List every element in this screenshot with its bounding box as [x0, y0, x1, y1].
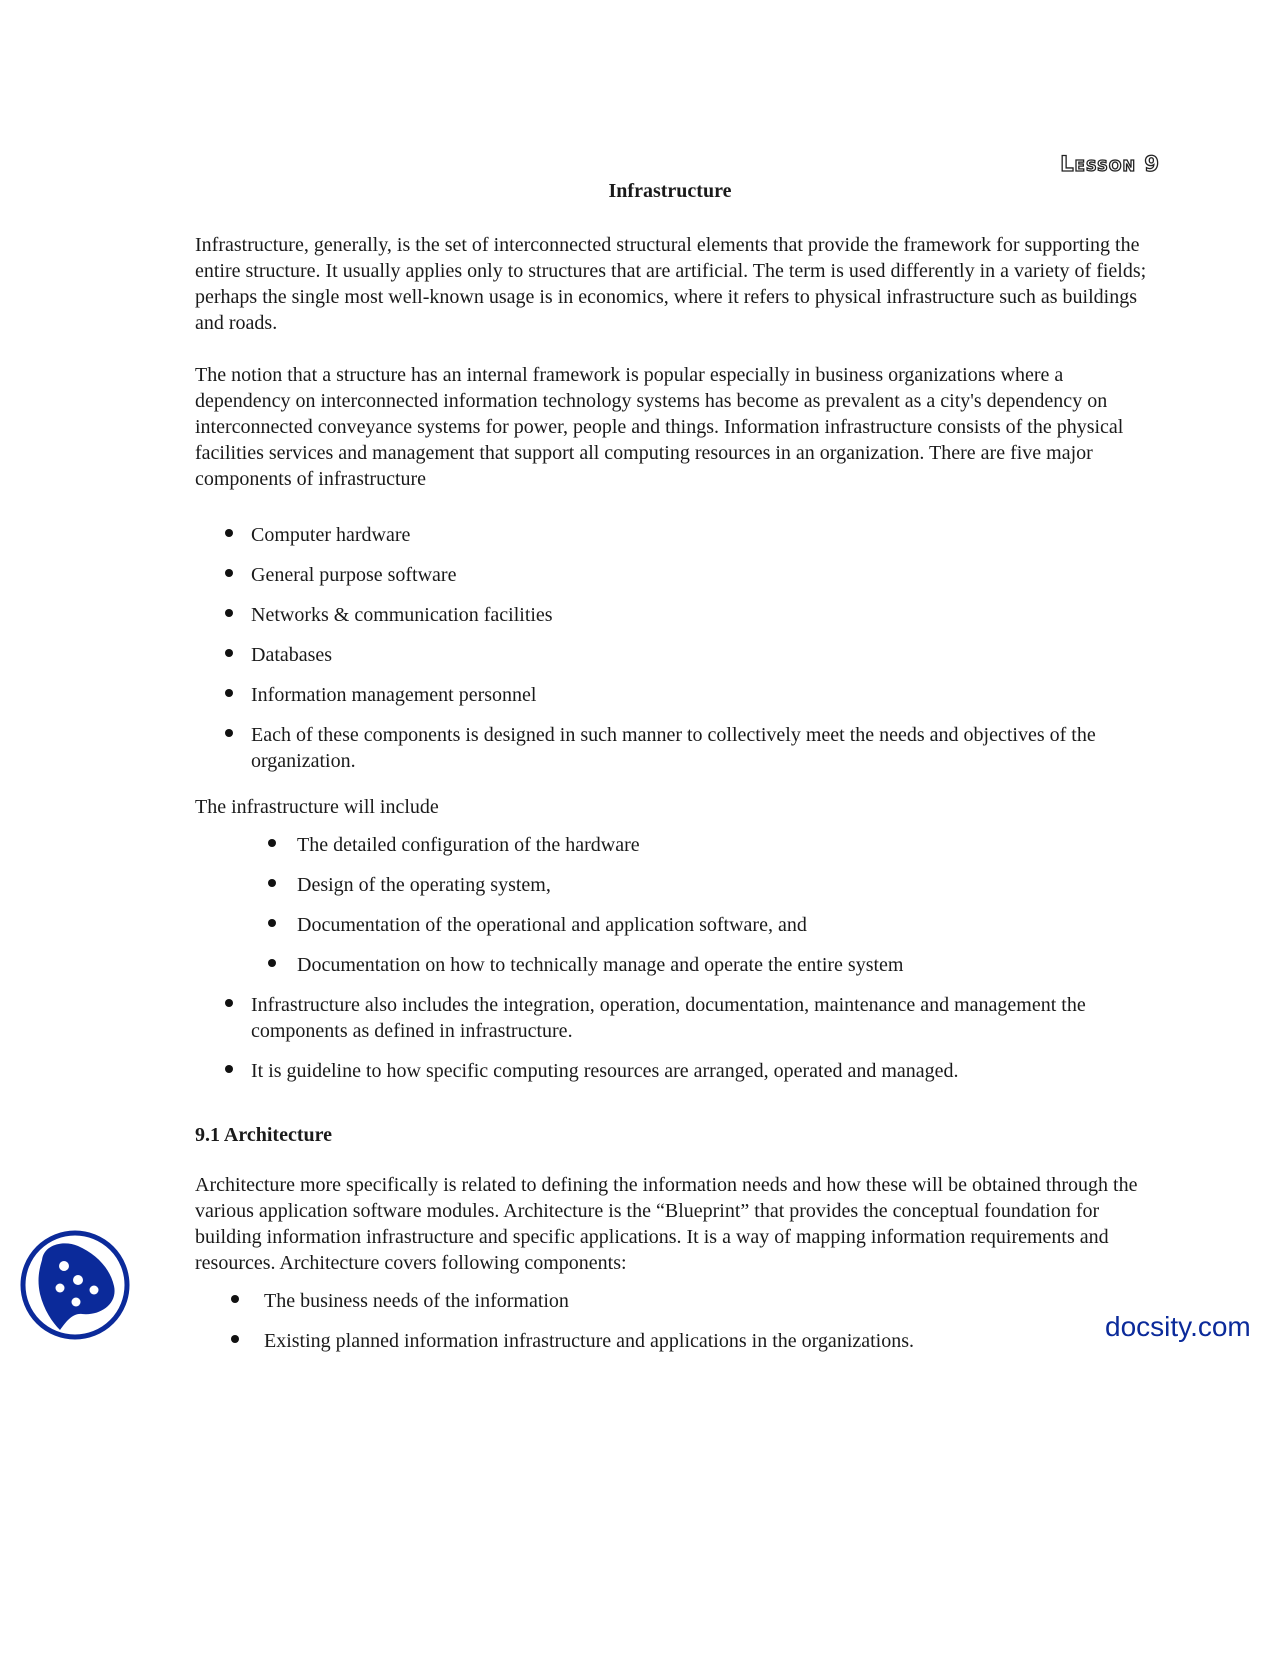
- list-item: The business needs of the information: [195, 1288, 1155, 1314]
- list-item: The detailed configuration of the hardware: [195, 832, 1155, 858]
- intro-paragraph: Infrastructure, generally, is the set of interconnected structural elements that provide the framework for supporting the entire structure. It usually applies only to structures that are artificial. The term is used differently in a variety of fields; perhaps the single most well-known usage is in economics, where it refers to physical infrastructure such as buildings and roads.: [195, 234, 1147, 334]
- list-item: Information management personnel: [195, 682, 1155, 708]
- list-item: Computer hardware: [195, 522, 1155, 548]
- list-item: It is guideline to how specific computing resources are arranged, operated and managed.: [195, 1058, 1155, 1084]
- components-list: [195, 522, 1155, 774]
- list-item: Documentation of the operational and application software, and: [195, 912, 1155, 938]
- list-item: Databases: [195, 642, 1155, 668]
- document-body: [195, 232, 1155, 1368]
- list-item: General purpose software: [195, 562, 1155, 588]
- architecture-paragraph: Architecture more specifically is related to defining the information needs and how these will be obtained through the various application software modules. Architecture is the “Blueprint” that provides the conceptual foundation for building information infrastructure and specific applications. It is a way of mapping information requirements and resources. Architecture covers following components:: [195, 1174, 1138, 1274]
- docsity-watermark: docsity.com: [1105, 1311, 1251, 1342]
- include-list: [195, 832, 1155, 978]
- section-heading: 9.1 Architecture: [195, 1124, 333, 1146]
- more-list: [195, 992, 1155, 1084]
- docsity-logo-icon: [20, 1230, 130, 1340]
- list-item: Each of these components is designed in such manner to collectively meet the needs and objectives of the organization.: [195, 722, 1155, 774]
- list-item: Infrastructure also includes the integration, operation, documentation, maintenance and management the components as defined in infrastructure.: [195, 992, 1155, 1044]
- architecture-list: [195, 1288, 1155, 1354]
- lesson-label: Lesson 9: [1060, 152, 1160, 176]
- list-item: Documentation on how to technically manage and operate the entire system: [195, 952, 1155, 978]
- page-title: Infrastructure: [608, 180, 732, 202]
- list-item: Networks & communication facilities: [195, 602, 1155, 628]
- list-item: Existing planned information infrastructure and applications in the organizations.: [195, 1328, 1155, 1354]
- list-item: Design of the operating system,: [195, 872, 1155, 898]
- include-intro: The infrastructure will include: [195, 796, 439, 818]
- notion-paragraph: The notion that a structure has an internal framework is popular especially in business organizations where a dependency on interconnected information technology systems has become as prevalent as a city's dependency on interconnected conveyance systems for power, people and things. Information infrastructure consists of the physical facilities services and management that support all computing resources in an organization. There are five major components of infrastructure: [195, 364, 1124, 490]
